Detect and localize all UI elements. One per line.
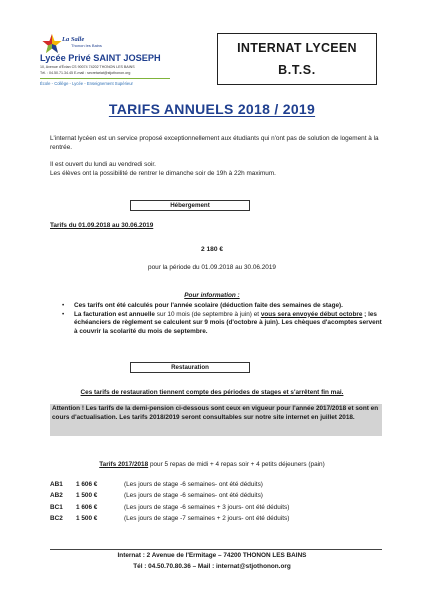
tarifs-2017-line: Tarifs 2017/2018 pour 5 repas de midi + 4 repas soir + 4 petits déjeuners (pain)	[99, 461, 325, 468]
information-title: Pour information :	[184, 292, 240, 299]
hebergement-price: 2 180 €	[201, 246, 223, 253]
hebergement-period: pour la période du 01.09.2018 au 30.06.2019	[148, 264, 276, 271]
list-item: • Ces tarifs ont été calculés pour l'année scolaire (déduction faite des semaines de stage).	[62, 302, 343, 309]
title-bts: B.T.S.	[278, 63, 316, 77]
logo-tagline: École - Collège - Lycée - Enseignement Supérieur	[40, 81, 133, 86]
school-logo-icon	[42, 33, 62, 55]
section-restauration: Restauration	[130, 362, 250, 373]
hebergement-dates: Tarifs du 01.09.2018 au 30.06.2019	[50, 222, 154, 229]
warning-text: Attention ! Les tarifs de la demi-pension ci-dessous sont ceux en vigueur pour l'année 2017/2018 et sont en cours d'actualisation. Les tarifs 2018/2019 seront consultables sur notre site internet en juillet 2018.	[52, 405, 379, 421]
intro-paragraph: L'internat lycéen est un service proposé exceptionnellement aux étudiants qui n'ont pas de solution de logement à la rentrée.	[50, 135, 379, 151]
information-list	[62, 302, 382, 336]
logo-school-town: Thonon les Bains	[71, 43, 102, 48]
restauration-note: Ces tarifs de restauration tiennent compte des périodes de stages et s'arrêtent fin mai.	[80, 389, 344, 396]
logo-contact: Tél. : 04.50.71.34.45 E-mail : secretariat@stjothonon.org	[40, 71, 131, 75]
hours-line-2: Les élèves ont la possibilité de rentrer le dimanche soir de 19h à 22h maximum.	[50, 169, 276, 177]
logo-divider	[40, 78, 170, 79]
footer-divider	[50, 549, 382, 550]
section-hebergement: Hébergement	[130, 200, 250, 211]
logo-institution-name: Lycée Privé SAINT JOSEPH	[40, 53, 161, 63]
title-internat: INTERNAT LYCEEN	[237, 41, 357, 55]
logo-address: 10, Avenue d'Évian CS 90074 74202 THONON LES BAINS	[40, 65, 135, 69]
document-title-box	[217, 33, 377, 85]
footer-address: Internat : 2 Avenue de l'Ermitage – 74200 THONON LES BAINS	[117, 552, 307, 559]
hours-paragraph	[50, 161, 380, 178]
footer-contact: Tél : 04.50.70.80.36 – Mail : internat@stjothonon.org	[133, 563, 291, 570]
bullet-icon: •	[62, 302, 65, 309]
bullet-icon: •	[62, 310, 65, 318]
logo-school-name: La Salle	[62, 36, 85, 43]
hours-line-1: Il est ouvert du lundi au vendredi soir.	[50, 161, 156, 168]
list-item: • La facturation est annuelle sur 10 mois (de septembre à juin) et vous sera envoyée début octobre ; les échéanciers de règlement se calculent sur 9 mois (d'octobre à juin). Les chèques d'acomptes servent à couvrir la scolarité du mois de septembre.	[62, 310, 382, 335]
page-title: TARIFS ANNUELS 2018 / 2019	[108, 101, 316, 117]
